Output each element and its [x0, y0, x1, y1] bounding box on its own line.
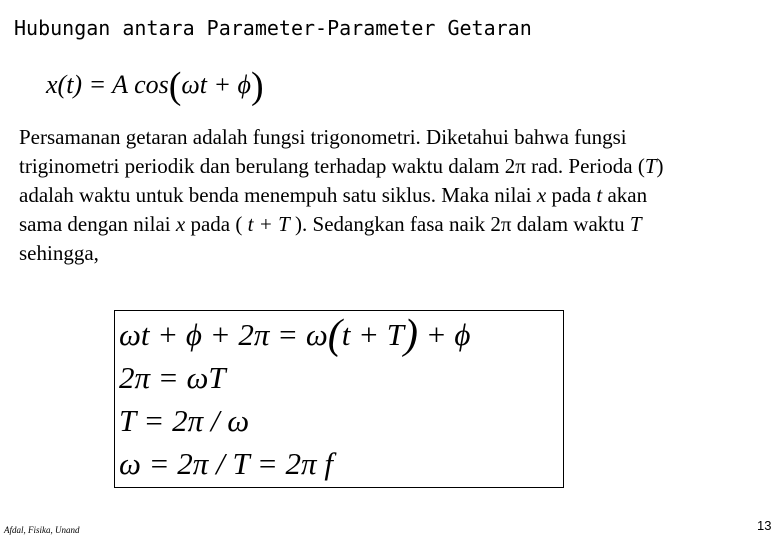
equation-box [114, 310, 564, 488]
paragraph-text: pada ( [185, 212, 248, 236]
equation-line-3: T = 2π / ω [119, 403, 250, 438]
equation-1-close-paren: ) [404, 312, 419, 358]
paragraph-text: sama dengan nilai [19, 212, 176, 236]
slide-title: Hubungan antara Parameter-Parameter Getaran [14, 16, 532, 40]
x-symbol: x [175, 212, 186, 236]
paragraph-line-1: Persamanan getaran adalah fungsi trigonometri. Diketahui bahwa fungsi [19, 125, 627, 149]
main-equation-argument: ωt + ϕ [181, 70, 251, 99]
period-symbol: T [644, 154, 657, 178]
paragraph-text: adalah waktu untuk benda menempuh satu siklus. Maka nilai [19, 183, 537, 207]
main-equation-open-paren: ( [168, 65, 182, 107]
page-number: 13 [757, 518, 772, 533]
equation-1-left: ωt + ϕ + 2π = ω [119, 317, 328, 352]
paragraph-text: pada [546, 183, 597, 207]
paragraph-line-4 [19, 210, 769, 239]
period-symbol: T [629, 212, 642, 236]
paragraph-line-3 [19, 181, 769, 210]
main-equation [46, 64, 264, 108]
equation-1-open-paren: ( [327, 312, 342, 358]
paragraph-text: ). Sedangkan fasa naik 2π dalam waktu [289, 212, 630, 236]
paragraph-text: triginometri periodik dan berulang terhadap waktu dalam 2π rad. Perioda ( [19, 154, 645, 178]
main-equation-close-paren: ) [250, 65, 264, 107]
x-symbol: x [536, 183, 547, 207]
paragraph-line-5: sehingga, [19, 241, 99, 265]
paragraph-text: ) [656, 154, 664, 178]
explanation-paragraph [19, 123, 769, 268]
t-plus-T-symbol: t + T [247, 212, 290, 236]
equation-1-inner: t + T [341, 317, 405, 352]
equation-line-1 [119, 313, 555, 356]
paragraph-text: akan [602, 183, 648, 207]
main-equation-lhs: x(t) = A cos [46, 70, 169, 99]
paragraph-line-2 [19, 152, 769, 181]
equation-1-right: + ϕ [418, 317, 471, 352]
t-symbol: t [596, 183, 603, 207]
equation-line-2: 2π = ωT [119, 360, 226, 395]
footer-author: Afdal, Fisika, Unand [4, 525, 80, 535]
equation-line-4: ω = 2π / T = 2π f [119, 446, 333, 481]
